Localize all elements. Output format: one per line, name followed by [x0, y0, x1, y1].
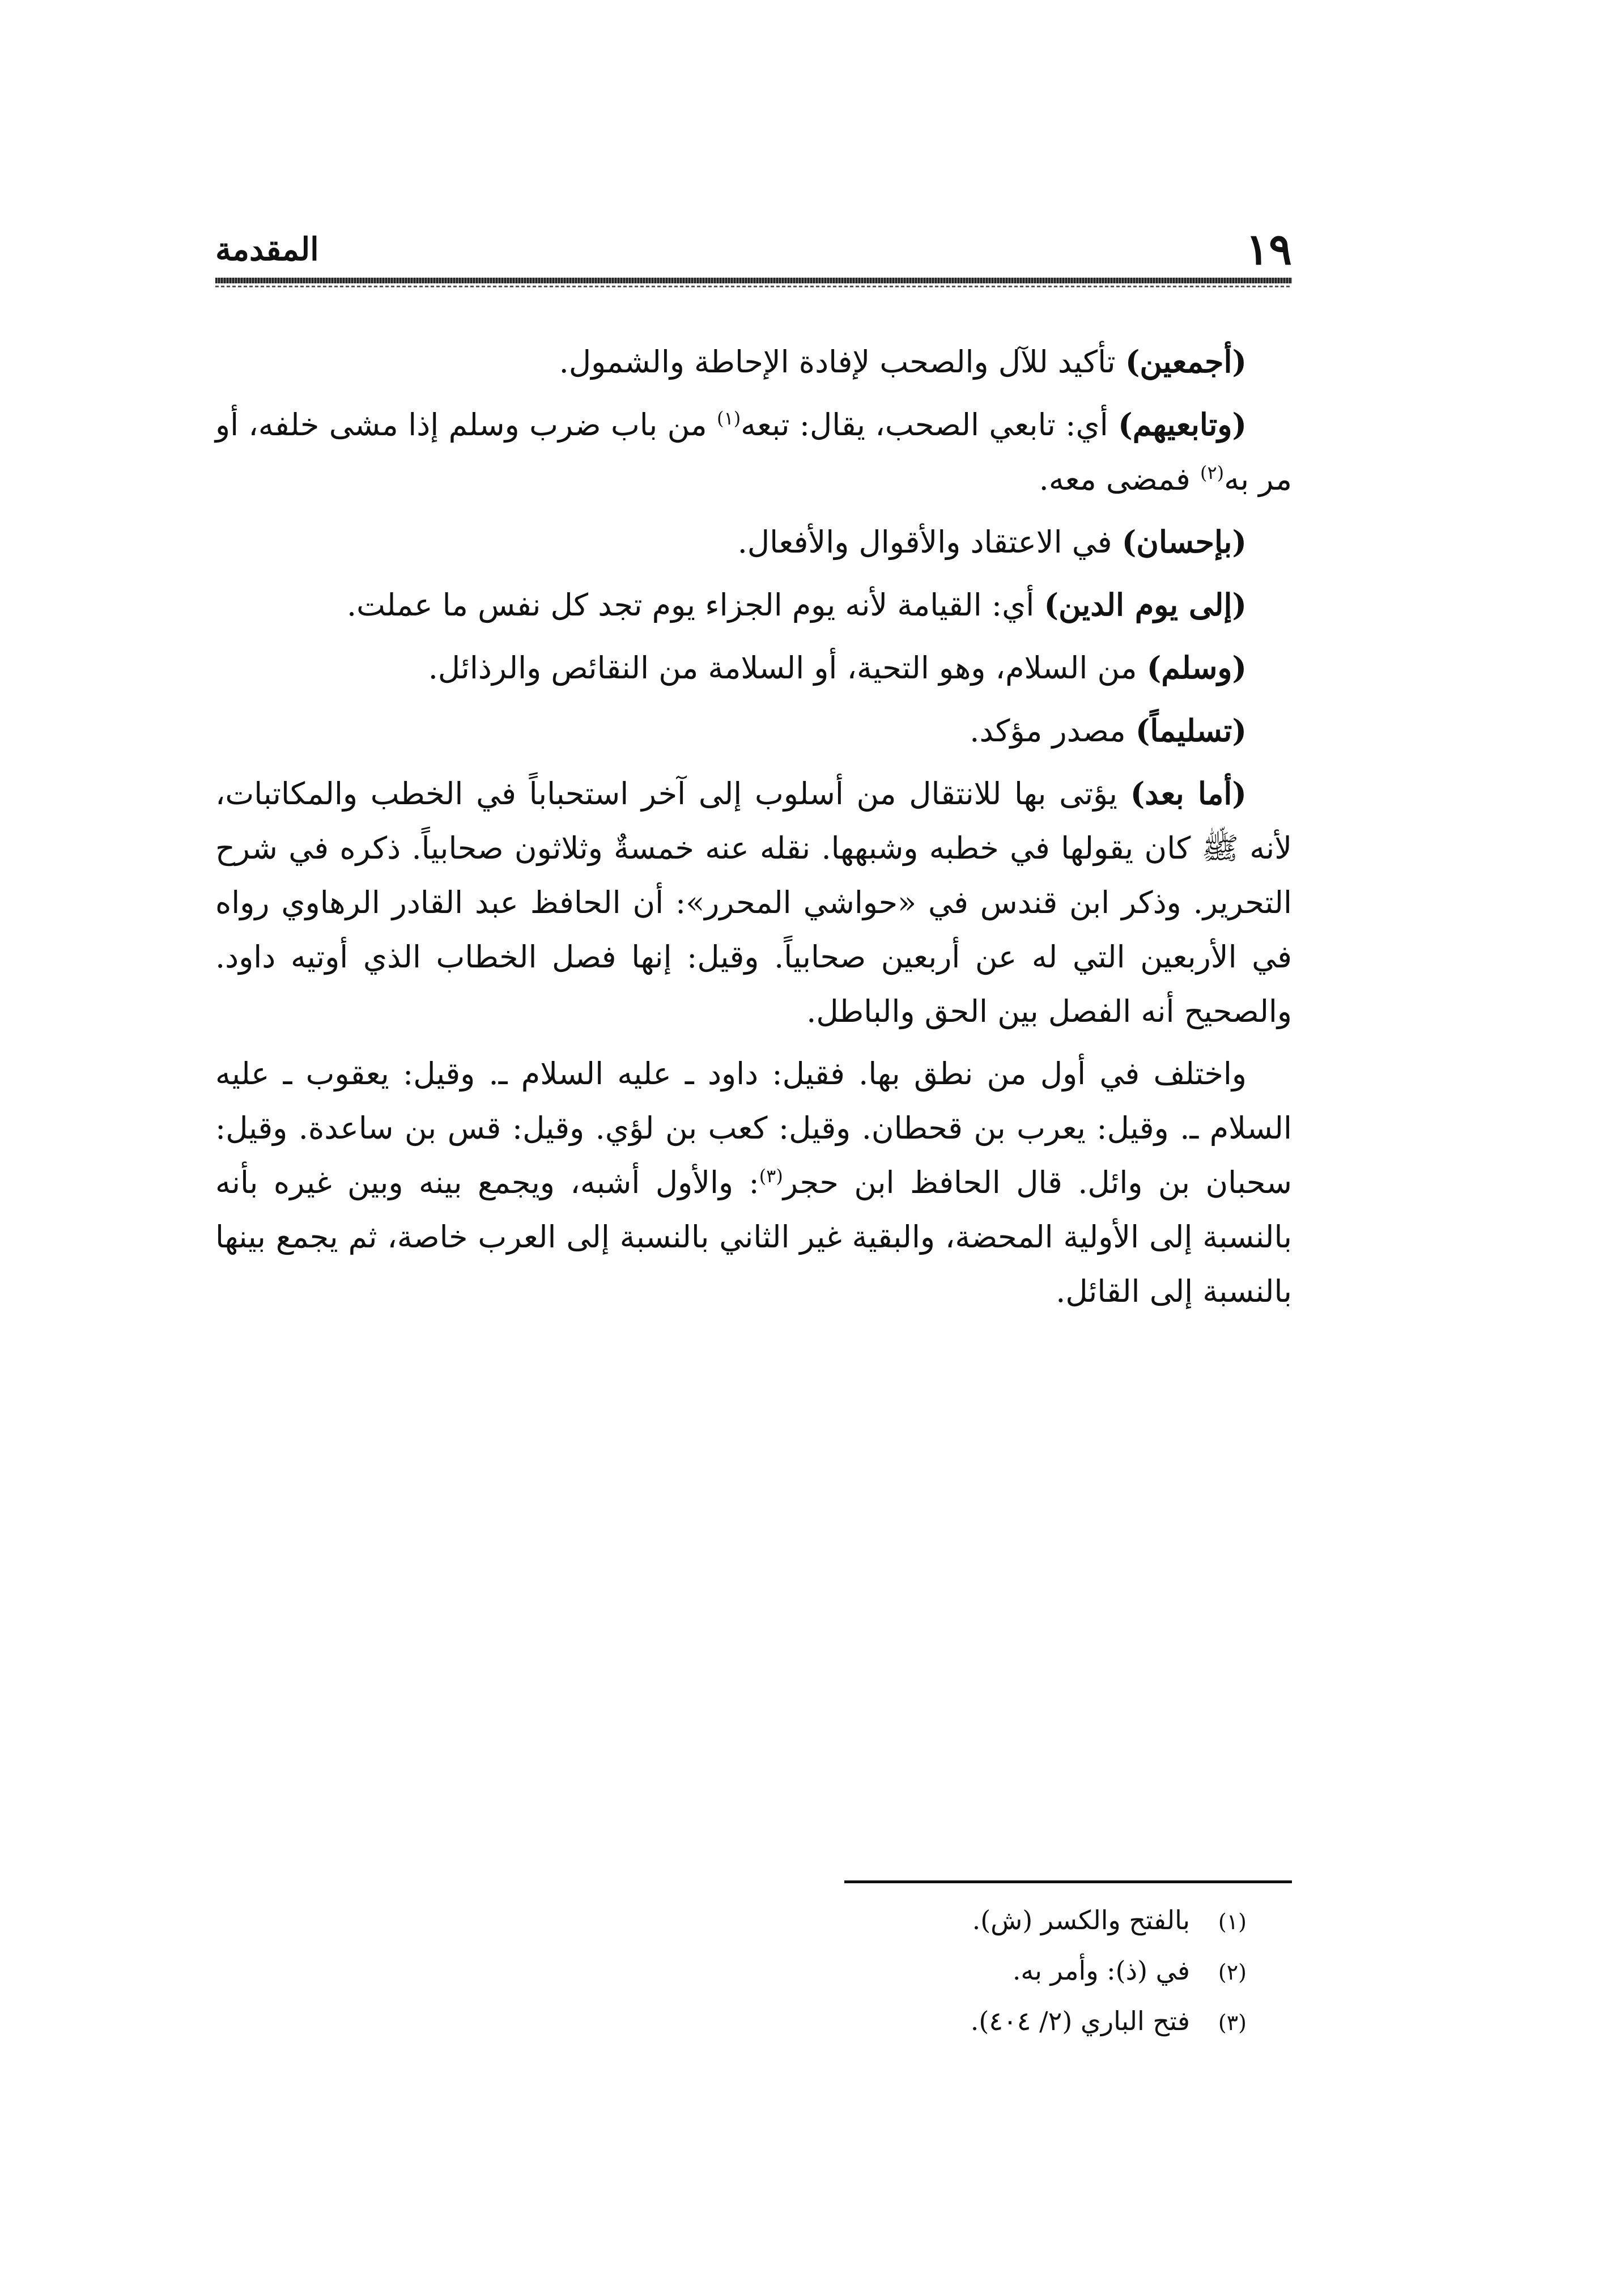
term: (وتابعيهم) — [1118, 406, 1247, 443]
paragraph-text: أي: القيامة لأنه يوم الجزاء يوم تجد كل نفس ما عملت. — [346, 587, 1035, 623]
header-rule-thin — [215, 286, 1292, 287]
term: (تسليماً) — [1135, 712, 1247, 749]
footnote-marker: (٣) — [759, 1165, 783, 1187]
footnote — [215, 1896, 1292, 1946]
footnote-number: (٣) — [1218, 2010, 1247, 2035]
paragraph-text: من باب ضرب وسلم إذا مشى خلفه، أو مر به — [215, 407, 1292, 497]
paragraph-text: يؤتى بها للانتقال من أسلوب إلى آخر استحباباً في الخطب والمكاتبات، لأنه ﷺ كان يقولها في خطبه وشبهها. نقله عنه خمسةٌ وثلاثون صحابياً. ذكره في شرح التحرير. وذكر ابن قندس في «حواشي المحرر»: أن الحافظ عبد القادر الرهاوي رواه في الأربعين التي له عن أربعين صحابياً. — [215, 776, 1292, 975]
paragraph-text: واختلف في أول من نطق بها. فقيل: داود ـ عليه السلام ـ. وقيل: يعقوب ـ عليه السلام ـ. وقيل: يعرب بن قحطان. وقيل: كعب بن لؤي. وقيل: قس بن ساعدة. وقيل: سحبان بن وائل. قال الحافظ ابن حجر — [215, 1056, 1292, 1200]
paragraph-wasallam — [215, 640, 1292, 695]
term: (إلى يوم الدين) — [1044, 587, 1247, 623]
footnote-text: في (ذ): وأمر به. — [1012, 1955, 1190, 1986]
footnote-number: (٢) — [1218, 1960, 1247, 1985]
page-number: ١٩ — [1245, 224, 1292, 274]
term: (أما بعد) — [1130, 775, 1247, 812]
section-title: المقدمة — [215, 231, 319, 268]
paragraph-text: من السلام، وهو التحية، أو السلامة من النقائص والرذائل. — [428, 650, 1137, 686]
body-text — [215, 334, 1292, 1327]
paragraph-taslima — [215, 703, 1292, 758]
paragraph-text: وقيل: إنها فصل الخطاب الذي أوتيه داود. والصحيح أنه الفصل بين الحق والباطل. — [215, 939, 1292, 1029]
paragraph-bihsan — [215, 515, 1292, 570]
paragraph-text: في الاعتقاد والأقوال والأفعال. — [737, 524, 1112, 560]
footnotes — [215, 1896, 1292, 2047]
paragraph-text: : والأول أشبه، ويجمع بينه وبين غيره بأنه بالنسبة إلى الأولية المحضة، والبقية غير الثاني بالنسبة إلى العرب خاصة، ثم يجمع بينها بالنسبة إلى القائل. — [215, 1165, 1292, 1309]
paragraph-text: أي: تابعي الصحب، يقال: تبعه — [741, 407, 1108, 443]
paragraph-ikhtalaf — [215, 1047, 1292, 1319]
footnote-rule — [844, 1880, 1292, 1883]
footnote-text: فتح الباري (٢/ ٤٠٤). — [970, 2006, 1190, 2036]
term: (بإحسان) — [1121, 524, 1247, 560]
paragraph-text: تأكيد للآل والصحب لإفادة الإحاطة والشمول. — [559, 344, 1116, 380]
paragraph-text: فمضى معه. — [1039, 461, 1191, 497]
paragraph-ajmain — [215, 334, 1292, 389]
footnote-marker: (٢) — [1200, 462, 1225, 483]
footnote-text: بالفتح والكسر (ش). — [972, 1905, 1190, 1935]
paragraph-yawm-aldin — [215, 578, 1292, 632]
header-rule — [215, 278, 1292, 283]
paragraph-tabiihim — [215, 397, 1292, 507]
term: (وسلم) — [1146, 649, 1247, 686]
footnote — [215, 1997, 1292, 2047]
paragraph-text: مصدر مؤكد. — [970, 713, 1126, 749]
footnote — [215, 1946, 1292, 1997]
footnote-number: (١) — [1218, 1909, 1247, 1934]
paragraph-amma-baad — [215, 766, 1292, 1039]
footnote-marker: (١) — [717, 407, 741, 429]
term: (أجمعين) — [1125, 343, 1247, 380]
running-header — [215, 224, 1292, 275]
